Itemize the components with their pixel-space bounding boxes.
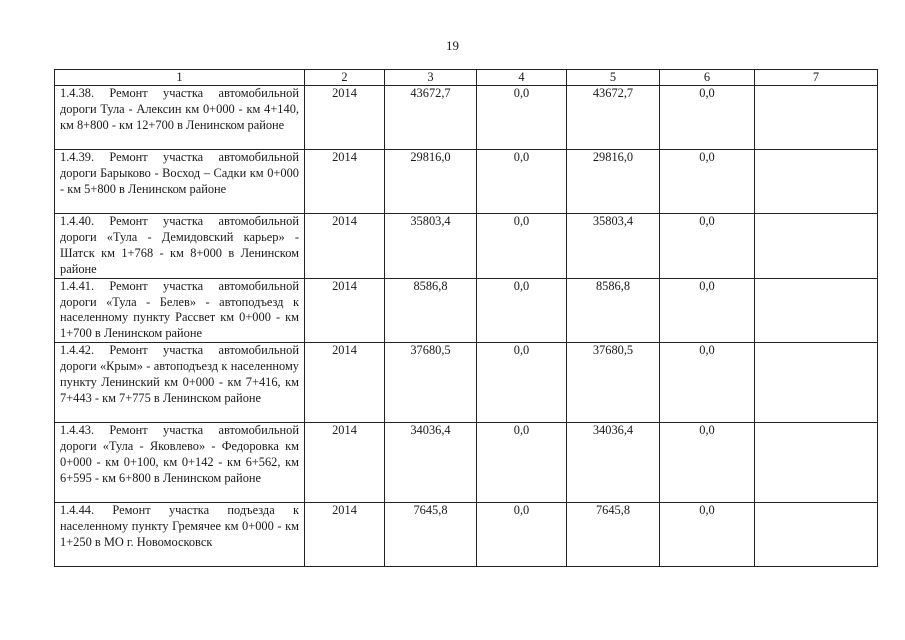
row-year: 2014	[305, 503, 385, 567]
row-col3: 34036,4	[385, 423, 477, 503]
row-col7	[755, 278, 878, 343]
row-col3: 35803,4	[385, 214, 477, 279]
row-col5: 35803,4	[567, 214, 660, 279]
row-col6: 0,0	[660, 86, 755, 150]
column-header-4: 4	[477, 70, 567, 86]
column-header-1: 1	[55, 70, 305, 86]
page-number: 19	[446, 38, 459, 53]
table-row	[55, 86, 878, 150]
row-col4: 0,0	[477, 278, 567, 343]
table-row	[55, 503, 878, 567]
works-table	[54, 69, 878, 567]
row-col3: 37680,5	[385, 343, 477, 423]
row-year: 2014	[305, 150, 385, 214]
row-description: 1.4.43. Ремонт участка автомобильной дороги «Тула - Яковлево» - Федоровка км 0+000 - км 0+100, км 0+142 - км 6+562, км 6+595 - км 6+800 в Ленинском районе	[55, 423, 305, 503]
row-col3: 7645,8	[385, 503, 477, 567]
row-col5: 8586,8	[567, 278, 660, 343]
row-col6: 0,0	[660, 150, 755, 214]
row-description: 1.4.42. Ремонт участка автомобильной дороги «Крым» - автоподъезд к населенному пункту Ленинский км 0+000 - км 7+416, км 7+443 - км 7+775 в Ленинском районе	[55, 343, 305, 423]
row-col6: 0,0	[660, 503, 755, 567]
row-col5: 34036,4	[567, 423, 660, 503]
row-col3: 29816,0	[385, 150, 477, 214]
row-col5: 43672,7	[567, 86, 660, 150]
row-col6: 0,0	[660, 343, 755, 423]
row-col7	[755, 214, 878, 279]
row-description: 1.4.39. Ремонт участка автомобильной дороги Барыково - Восход – Садки км 0+000 - км 5+800 в Ленинском районе	[55, 150, 305, 214]
row-year: 2014	[305, 278, 385, 343]
row-year: 2014	[305, 343, 385, 423]
row-col3: 8586,8	[385, 278, 477, 343]
row-col4: 0,0	[477, 86, 567, 150]
row-year: 2014	[305, 214, 385, 279]
column-header-3: 3	[385, 70, 477, 86]
row-col4: 0,0	[477, 423, 567, 503]
table-row	[55, 150, 878, 214]
table-row	[55, 278, 878, 343]
row-col7	[755, 86, 878, 150]
row-col3: 43672,7	[385, 86, 477, 150]
table-row	[55, 423, 878, 503]
row-col7	[755, 150, 878, 214]
column-header-6: 6	[660, 70, 755, 86]
column-header-2: 2	[305, 70, 385, 86]
column-header-7: 7	[755, 70, 878, 86]
row-description: 1.4.40. Ремонт участка автомобильной дороги «Тула - Демидовский карьер» - Шатск км 1+768 - км 8+000 в Ленинском районе	[55, 214, 305, 279]
row-col7	[755, 503, 878, 567]
table-header-row	[55, 70, 878, 86]
table-row	[55, 214, 878, 279]
table-row	[55, 343, 878, 423]
row-col7	[755, 343, 878, 423]
row-col5: 29816,0	[567, 150, 660, 214]
row-col5: 37680,5	[567, 343, 660, 423]
row-col5: 7645,8	[567, 503, 660, 567]
row-description: 1.4.44. Ремонт участка подъезда к населенному пункту Гремячее км 0+000 - км 1+250 в МО г. Новомосковск	[55, 503, 305, 567]
row-col7	[755, 423, 878, 503]
row-col6: 0,0	[660, 214, 755, 279]
row-description: 1.4.41. Ремонт участка автомобильной дороги «Тула - Белев» - автоподъезд к населенному пункту Рассвет км 0+000 - км 1+700 в Ленинском районе	[55, 278, 305, 343]
row-col6: 0,0	[660, 423, 755, 503]
column-header-5: 5	[567, 70, 660, 86]
row-year: 2014	[305, 423, 385, 503]
row-col4: 0,0	[477, 150, 567, 214]
row-col4: 0,0	[477, 343, 567, 423]
row-description: 1.4.38. Ремонт участка автомобильной дороги Тула - Алексин км 0+000 - км 4+140, км 8+800 - км 12+700 в Ленинском районе	[55, 86, 305, 150]
row-year: 2014	[305, 86, 385, 150]
row-col6: 0,0	[660, 278, 755, 343]
row-col4: 0,0	[477, 214, 567, 279]
row-col4: 0,0	[477, 503, 567, 567]
